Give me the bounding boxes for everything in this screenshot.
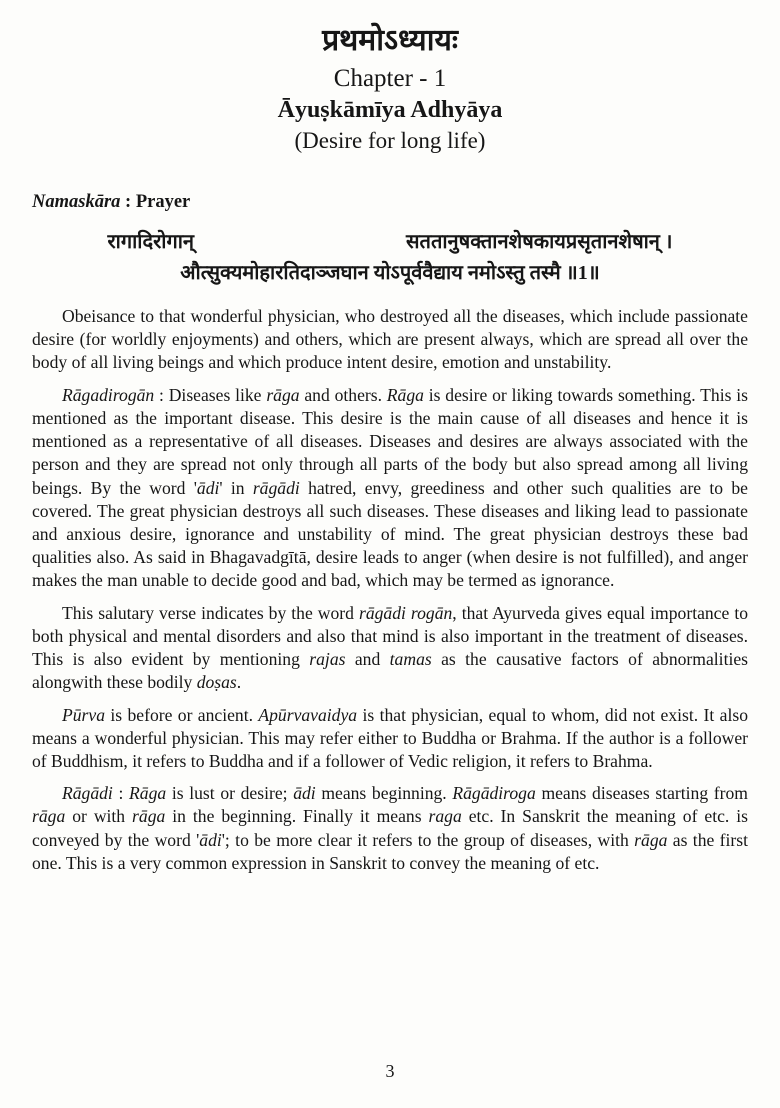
paragraph (32, 602, 748, 695)
sanskrit-verse (32, 227, 748, 289)
text-segment: : Diseases like (154, 384, 267, 405)
text-segment: rāgādi (252, 477, 300, 498)
page-number: 3 (385, 1061, 395, 1081)
chapter-number-line: Chapter - 1 (333, 65, 447, 92)
text-segment: is that physician, equal to whom, did not exist. It also means a wonderful physician. This may refer either to Buddha or Brahma. If the author is a follower of Buddhism, it refers to Buddha and if a follower of Vedic religion, it refers to Brahma. (32, 704, 748, 771)
text-segment: tamas (389, 649, 432, 670)
section-heading-rest: : Prayer (120, 192, 191, 212)
text-segment: hatred, envy, greediness and other such qualities are to be covered. The great physician destroys all such diseases. These diseases and liking lead to passionate and anxious desire, ignorance and unstability of mind. The great physician destroys these bad qualities also. As said in Bhagavadgītā, desire leads to anger (when desire is not fulfilled), and anger makes the man unable to decide good and bad, which may be termed as ignorance. (32, 477, 748, 591)
body-paragraphs (32, 305, 748, 875)
text-segment: as the first one. This is a very common expression in Sanskrit to convey the meaning of etc. (32, 829, 748, 873)
paragraph (32, 384, 748, 593)
paragraph (32, 782, 748, 875)
text-segment: Pūrva (62, 704, 105, 725)
paragraph (32, 704, 748, 774)
chapter-title-transliterated: Āyuṣkāmīya Adhyāya (277, 97, 503, 123)
section-heading (32, 192, 748, 213)
chapter-title-devanagari: प्रथमोऽध्यायः (322, 24, 458, 57)
text-segment: raga (428, 806, 462, 827)
section-heading-italic: Namaskāra (32, 192, 121, 212)
verse-line1-second-part: सततानुषक्तानशेषकायप्रसृतानशेषान् । (406, 231, 673, 253)
text-segment: and (345, 649, 390, 670)
text-segment: . (236, 672, 242, 693)
paragraph (32, 305, 748, 375)
text-segment: Obeisance to that wonderful physician, who destroyed all the diseases, which include passionate desire (for worldly enjoyments) and others, which are present always, which are spread all over the body of all living beings and which produce intent desire, emotion and unstability. (32, 306, 748, 373)
text-segment: Rāga (129, 783, 167, 804)
text-segment: rāga (266, 384, 300, 405)
text-segment: means beginning. (315, 783, 453, 804)
text-segment: and others. (299, 384, 387, 405)
text-segment: as the causative factors of abnormalities alongwith these bodily (32, 649, 748, 693)
text-segment: rāgādi rogān (358, 602, 453, 623)
text-segment: is desire or liking towards something. This is mentioned as the important disease. This desire is the main cause of all diseases and hence it is mentioned as a representative of all diseases. Diseases and desires are always associated with the person and they are spread not only through all parts of the body but also spread among all living beings. By the word ' (32, 384, 748, 498)
text-segment: etc. In Sanskrit the meaning of etc. is conveyed by the word ' (32, 806, 748, 850)
verse-line-1 (108, 227, 673, 258)
text-segment: ādi (293, 783, 316, 804)
text-segment: Rāgadirogān (62, 384, 155, 405)
text-segment: '; to be more clear it refers to the group of diseases, with (221, 829, 635, 850)
text-segment: rāga (32, 806, 66, 827)
text-segment: rāga (634, 829, 668, 850)
text-segment: ādi (196, 477, 220, 498)
text-segment: Rāgādi (62, 783, 113, 804)
text-segment: ' in (219, 477, 253, 498)
text-segment: Rāgādiroga (452, 783, 536, 804)
text-segment: : (112, 783, 130, 804)
text-segment: doṣas (196, 672, 237, 693)
text-segment: rāga (132, 806, 166, 827)
text-segment: Rāga (386, 384, 424, 405)
text-segment: is before or ancient. (105, 704, 259, 725)
verse-line1-first-word: रागादिरोगान् (107, 231, 194, 253)
verse-line-2: औत्सुक्यमोहारतिदाञ्जघान योऽपूर्ववैद्याय नमोऽस्तु तस्मै ॥1॥ (180, 262, 600, 284)
chapter-subtitle: (Desire for long life) (294, 128, 486, 153)
text-segment: or with (65, 806, 133, 827)
text-segment: rajas (309, 649, 346, 670)
text-segment: Apūrvavaidya (258, 704, 358, 725)
text-segment: means diseases starting from (535, 783, 748, 804)
text-segment: , that Ayurveda gives equal importance to both physical and mental disorders and also that mind is also important in the treatment of diseases. This is also evident by mentioning (32, 602, 749, 670)
text-segment: This salutary verse indicates by the word (62, 602, 359, 623)
text-segment: in the beginning. Finally it means (165, 806, 429, 827)
text-segment: is lust or desire; (166, 783, 294, 804)
text-segment: ādi (199, 829, 222, 850)
